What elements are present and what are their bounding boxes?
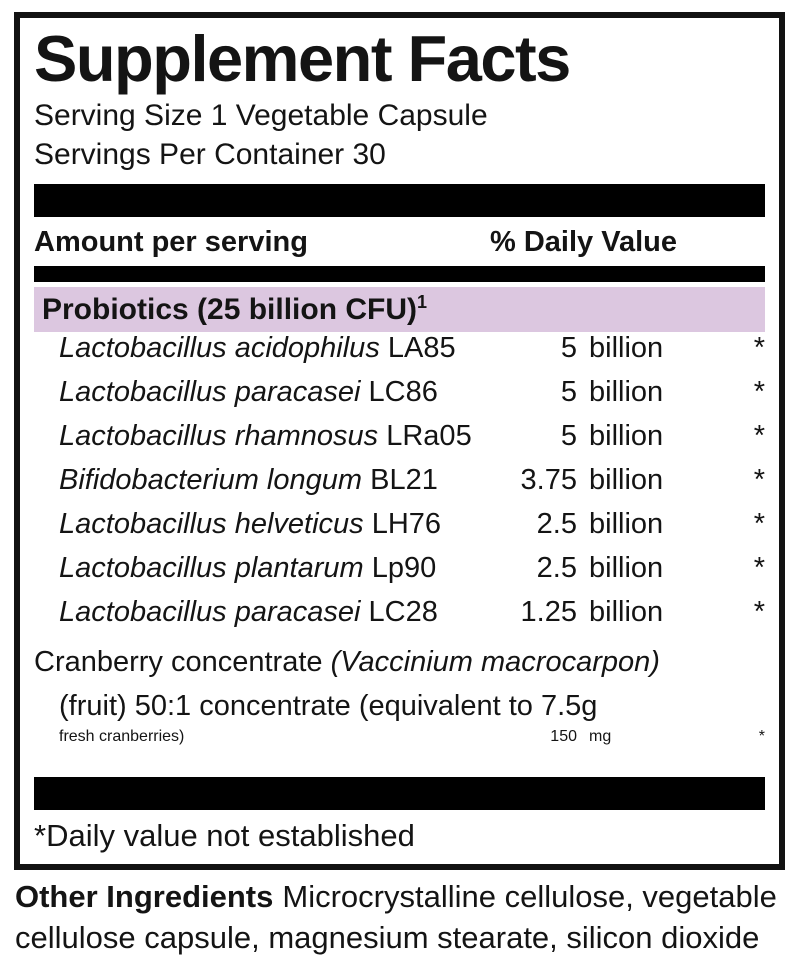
amount-per-serving-header: Amount per serving <box>34 226 308 258</box>
cranberry-botanical-name: (Vaccinium macrocarpon) <box>330 646 660 678</box>
strain-code: LH76 <box>371 508 442 540</box>
supplement-facts-panel <box>14 12 785 870</box>
ingredient-row <box>34 420 765 464</box>
species-name: Lactobacillus plantarum <box>59 552 364 584</box>
amount-unit: billion <box>589 332 664 364</box>
daily-value-header: % Daily Value <box>490 226 677 258</box>
divider-bar-top <box>34 184 765 217</box>
strain-code: LC86 <box>368 376 438 408</box>
ingredient-name <box>34 420 497 453</box>
species-name: Lactobacillus paracasei <box>59 376 361 408</box>
cranberry-row-line3 <box>34 728 765 772</box>
amount-value: 150 <box>550 728 577 745</box>
daily-value-asterisk: * <box>753 508 765 540</box>
ingredient-row <box>34 376 765 420</box>
amount-unit: mg <box>589 728 612 745</box>
amount-value: 5 <box>560 376 577 408</box>
strain-code: LA85 <box>387 332 456 364</box>
species-name: Lactobacillus acidophilus <box>59 332 380 364</box>
species-name: Lactobacillus rhamnosus <box>59 420 379 452</box>
servings-per-container-line: Servings Per Container 30 <box>34 138 386 171</box>
strain-code: Lp90 <box>371 552 437 584</box>
cranberry-row-line1 <box>34 640 765 684</box>
amount-unit: billion <box>589 552 664 584</box>
ingredient-name <box>34 376 497 409</box>
footnote-reference: 1 <box>417 292 428 312</box>
other-ingredients-label: Other Ingredients <box>15 879 274 914</box>
probiotics-group-row <box>34 287 765 332</box>
amount-value: 5 <box>560 420 577 452</box>
amount-value: 3.75 <box>520 464 577 496</box>
ingredient-row <box>34 596 765 640</box>
daily-value-footnote: *Daily value not established <box>34 818 415 853</box>
daily-value-asterisk: * <box>753 464 765 496</box>
probiotics-group-name: Probiotics (25 billion CFU) <box>42 293 418 326</box>
divider-bar-thin <box>34 266 765 282</box>
ingredient-row <box>34 552 765 596</box>
species-name: Lactobacillus helveticus <box>59 508 364 540</box>
ingredient-name <box>34 596 497 629</box>
daily-value-asterisk: * <box>753 552 765 584</box>
amount-unit: billion <box>589 420 664 452</box>
amount-unit: billion <box>589 508 664 540</box>
ingredient-row <box>34 508 765 552</box>
other-ingredients-text: Microcrystalline cellulose, vegetable cellulose capsule, magnesium stearate, silicon dioxide <box>15 879 777 955</box>
daily-value-asterisk: * <box>753 420 765 452</box>
daily-value-asterisk: * <box>753 332 765 364</box>
daily-value-asterisk: * <box>753 376 765 408</box>
strain-code: BL21 <box>370 464 438 496</box>
amount-unit: billion <box>589 376 664 408</box>
ingredient-name <box>34 464 497 497</box>
strain-code: LRa05 <box>386 420 472 452</box>
amount-value: 1.25 <box>520 596 577 628</box>
ingredient-name <box>34 332 497 365</box>
amount-value: 5 <box>560 332 577 364</box>
species-name: Lactobacillus paracasei <box>59 596 361 628</box>
ingredient-row <box>34 332 765 376</box>
ingredient-name <box>34 508 497 541</box>
amount-value: 2.5 <box>536 508 577 540</box>
panel-title: Supplement Facts <box>34 22 570 95</box>
amount-unit: billion <box>589 464 664 496</box>
divider-bar-bottom <box>34 777 765 810</box>
cranberry-name: Cranberry concentrate <box>34 646 323 678</box>
amount-value: 2.5 <box>536 552 577 584</box>
serving-size-line: Serving Size 1 Vegetable Capsule <box>34 99 488 132</box>
ingredient-row <box>34 464 765 508</box>
daily-value-asterisk: * <box>753 596 765 628</box>
column-header-row <box>34 217 765 266</box>
strain-code: LC28 <box>368 596 438 628</box>
cranberry-name-continued: fresh cranberries) <box>59 728 185 745</box>
ingredient-name <box>34 552 497 585</box>
amount-unit: billion <box>589 596 664 628</box>
species-name: Bifidobacterium longum <box>59 464 363 496</box>
cranberry-row-line2: (fruit) 50:1 concentrate (equivalent to 7.5g <box>59 690 598 722</box>
daily-value-asterisk: * <box>758 728 765 745</box>
other-ingredients-paragraph <box>15 876 783 958</box>
